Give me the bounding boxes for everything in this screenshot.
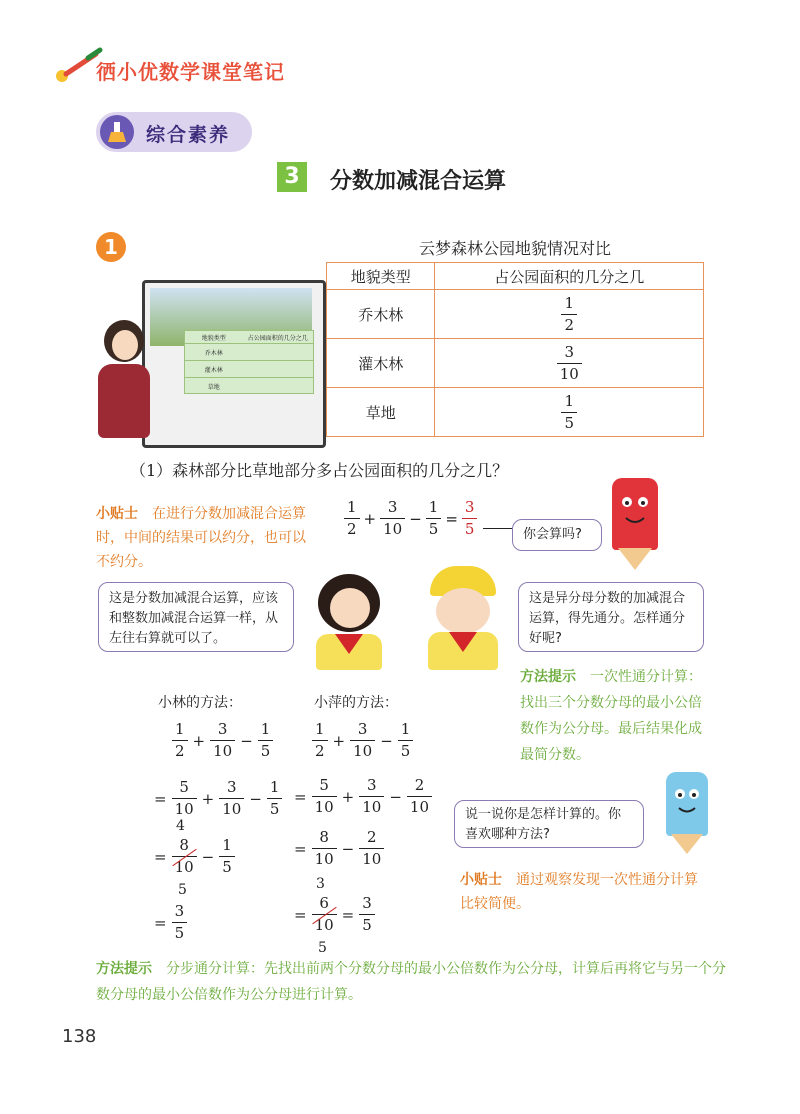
table-cell-type: 乔木林 <box>327 290 435 339</box>
table-cell-type: 灌木林 <box>327 339 435 388</box>
problem-number: 1 <box>96 232 126 262</box>
tip-1 <box>96 502 316 574</box>
method-hint-bottom <box>96 956 736 1008</box>
red-scarf <box>335 634 363 654</box>
red-scarf <box>449 632 477 652</box>
lin-step-2: = $\frac{5}{10}$ + $\frac{3}{10}$ − $\frac{1}{5}$ <box>154 780 282 817</box>
speech-bubble-boy: 这是异分母分数的加减混合运算，得先通分。怎样通分好呢? <box>518 582 704 652</box>
crossed-fraction: $\frac{8}{10}$ <box>172 838 197 875</box>
ping-reduced-denominator: 5 <box>318 940 327 956</box>
girl-face <box>330 588 370 628</box>
table-header: 地貌类型 <box>327 263 435 290</box>
red-pencil-mascot <box>612 478 658 550</box>
section-label: 综合素养 <box>146 124 231 146</box>
tip-2 <box>460 868 710 916</box>
ping-step-4: = $\frac{6}{10}$ = $\frac{3}{5}$ <box>294 896 375 933</box>
speech-bubble-huisuan: 你会算吗? <box>512 519 602 551</box>
ping-step-3: = $\frac{8}{10}$ − $\frac{2}{10}$ <box>294 830 384 867</box>
speech-bubble-discuss: 说一说你是怎样计算的。你喜欢哪种方法? <box>454 800 644 848</box>
question-1: （1）森林部分比草地部分多占公园面积的几分之几？ <box>130 461 509 480</box>
table-row <box>327 388 704 437</box>
lin-reduced-denominator: 5 <box>178 882 187 898</box>
tip-label: 小贴士 <box>96 506 138 522</box>
table-cell-fraction: $\frac{1}{2}$ <box>435 290 704 339</box>
lesson-number: 3 <box>277 162 307 192</box>
table-cell-type: 草地 <box>327 388 435 437</box>
pencil-tip <box>618 548 652 570</box>
boy-face <box>436 588 490 634</box>
hint-text: 一次性通分计算：找出三个分数分母的最小公倍数作为公分母。最后结果化成最简分数。 <box>520 669 702 763</box>
table-cell-fraction: $\frac{1}{5}$ <box>435 388 704 437</box>
tip-text: 通过观察发现一次性通分计算比较简便。 <box>460 872 698 912</box>
handwritten-answer: $\frac{3}{5}$ <box>462 500 478 537</box>
hint-label: 方法提示 <box>96 961 152 977</box>
tip-label: 小贴士 <box>460 872 502 888</box>
tip-text: 在进行分数加减混合运算时，中间的结果可以约分，也可以不约分。 <box>96 506 306 570</box>
crossed-fraction: $\frac{6}{10}$ <box>312 896 337 933</box>
page-number: 138 <box>62 1026 97 1047</box>
lin-method-title: 小林的方法： <box>158 695 242 711</box>
table-row <box>327 290 704 339</box>
lin-step-1: $\frac{1}{2}$ + $\frac{3}{10}$ − $\frac{1}{5}$ <box>172 722 273 759</box>
lin-reduced-numerator: 4 <box>176 818 185 834</box>
table-header: 占公园面积的几分之几 <box>435 263 704 290</box>
lesson-title: 分数加减混合运算 <box>330 169 507 194</box>
landform-table <box>326 262 704 437</box>
mini-table: 地貌类型 占公园面积的几分之几 乔木林 灌木林 草地 <box>184 330 314 394</box>
table-caption: 云梦森林公园地貌情况对比 <box>418 239 611 258</box>
teacher-face <box>112 330 138 360</box>
lin-step-3: = $\frac{8}{10}$ − $\frac{1}{5}$ <box>154 838 235 875</box>
brand-title: 徆小优数学课堂笔记 <box>96 60 285 84</box>
table-row <box>327 339 704 388</box>
teacher-body <box>98 364 150 438</box>
table-cell-fraction: $\frac{3}{10}$ <box>435 339 704 388</box>
ping-step-2: = $\frac{5}{10}$ + $\frac{3}{10}$ − $\frac{2}{10}$ <box>294 778 432 815</box>
flask-icon <box>100 115 134 149</box>
pencil-tip <box>671 834 703 854</box>
blue-pencil-mascot <box>666 772 708 836</box>
ping-method-title: 小萍的方法： <box>314 695 398 711</box>
ping-reduced-numerator: 3 <box>316 876 325 892</box>
equation-top: $\frac{1}{2}$ + $\frac{3}{10}$ − $\frac{1}{5}$ = $\frac{3}{5}$ <box>344 500 523 537</box>
table-header-row <box>327 263 704 290</box>
hint-label: 方法提示 <box>520 669 576 685</box>
lin-step-4: = $\frac{3}{5}$ <box>154 904 187 941</box>
ping-step-1: $\frac{1}{2}$ + $\frac{3}{10}$ − $\frac{1}{5}$ <box>312 722 413 759</box>
hint-text: 分步通分计算：先找出前两个分数分母的最小公倍数作为公分母，计算后再将它与另一个分数分母的最小公倍数作为公分母进行计算。 <box>96 961 726 1003</box>
method-hint-right <box>520 664 710 768</box>
speech-bubble-girl: 这是分数加减混合运算，应该和整数加减混合运算一样，从左往右算就可以了。 <box>98 582 294 652</box>
